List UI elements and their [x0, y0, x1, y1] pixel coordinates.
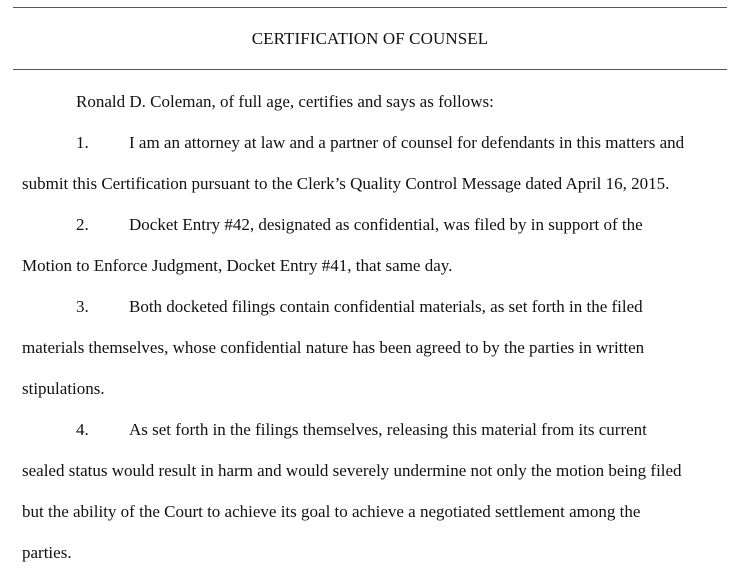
paragraph-2-number: 2. — [76, 215, 89, 234]
paragraph-4-line-1: As set forth in the filings themselves, releasing this material from its current — [129, 420, 647, 439]
paragraph-2-line-2: Motion to Enforce Judgment, Docket Entry #41, that same day. — [22, 256, 453, 275]
paragraph-1-number: 1. — [76, 133, 89, 152]
paragraph-3-line-2: materials themselves, whose confidential nature has been agreed to by the parties in written — [22, 338, 645, 357]
paragraph-4-line-4: parties. — [22, 543, 72, 562]
paragraph-3-number: 3. — [76, 297, 89, 316]
document-title: CERTIFICATION OF COUNSEL — [251, 29, 489, 48]
paragraph-2-line-1: Docket Entry #42, designated as confidential, was filed by in support of the — [129, 215, 643, 234]
title-bottom-rule — [13, 69, 727, 70]
paragraph-3-line-3: stipulations. — [22, 379, 105, 398]
top-rule — [13, 7, 727, 8]
paragraph-4-line-2: sealed status would result in harm and would severely undermine not only the motion being filed — [22, 461, 682, 480]
paragraph-4-number: 4. — [76, 420, 89, 439]
paragraph-3-line-1: Both docketed filings contain confidential materials, as set forth in the filed — [129, 297, 643, 316]
paragraph-1-line-1: I am an attorney at law and a partner of counsel for defendants in this matters and — [129, 133, 685, 152]
paragraph-4-line-3: but the ability of the Court to achieve its goal to achieve a negotiated settlement among the — [22, 502, 641, 521]
intro-text: Ronald D. Coleman, of full age, certifies and says as follows: — [76, 92, 494, 111]
paragraph-1-line-2: submit this Certification pursuant to the Clerk’s Quality Control Message dated April 16, 2015. — [22, 174, 670, 193]
